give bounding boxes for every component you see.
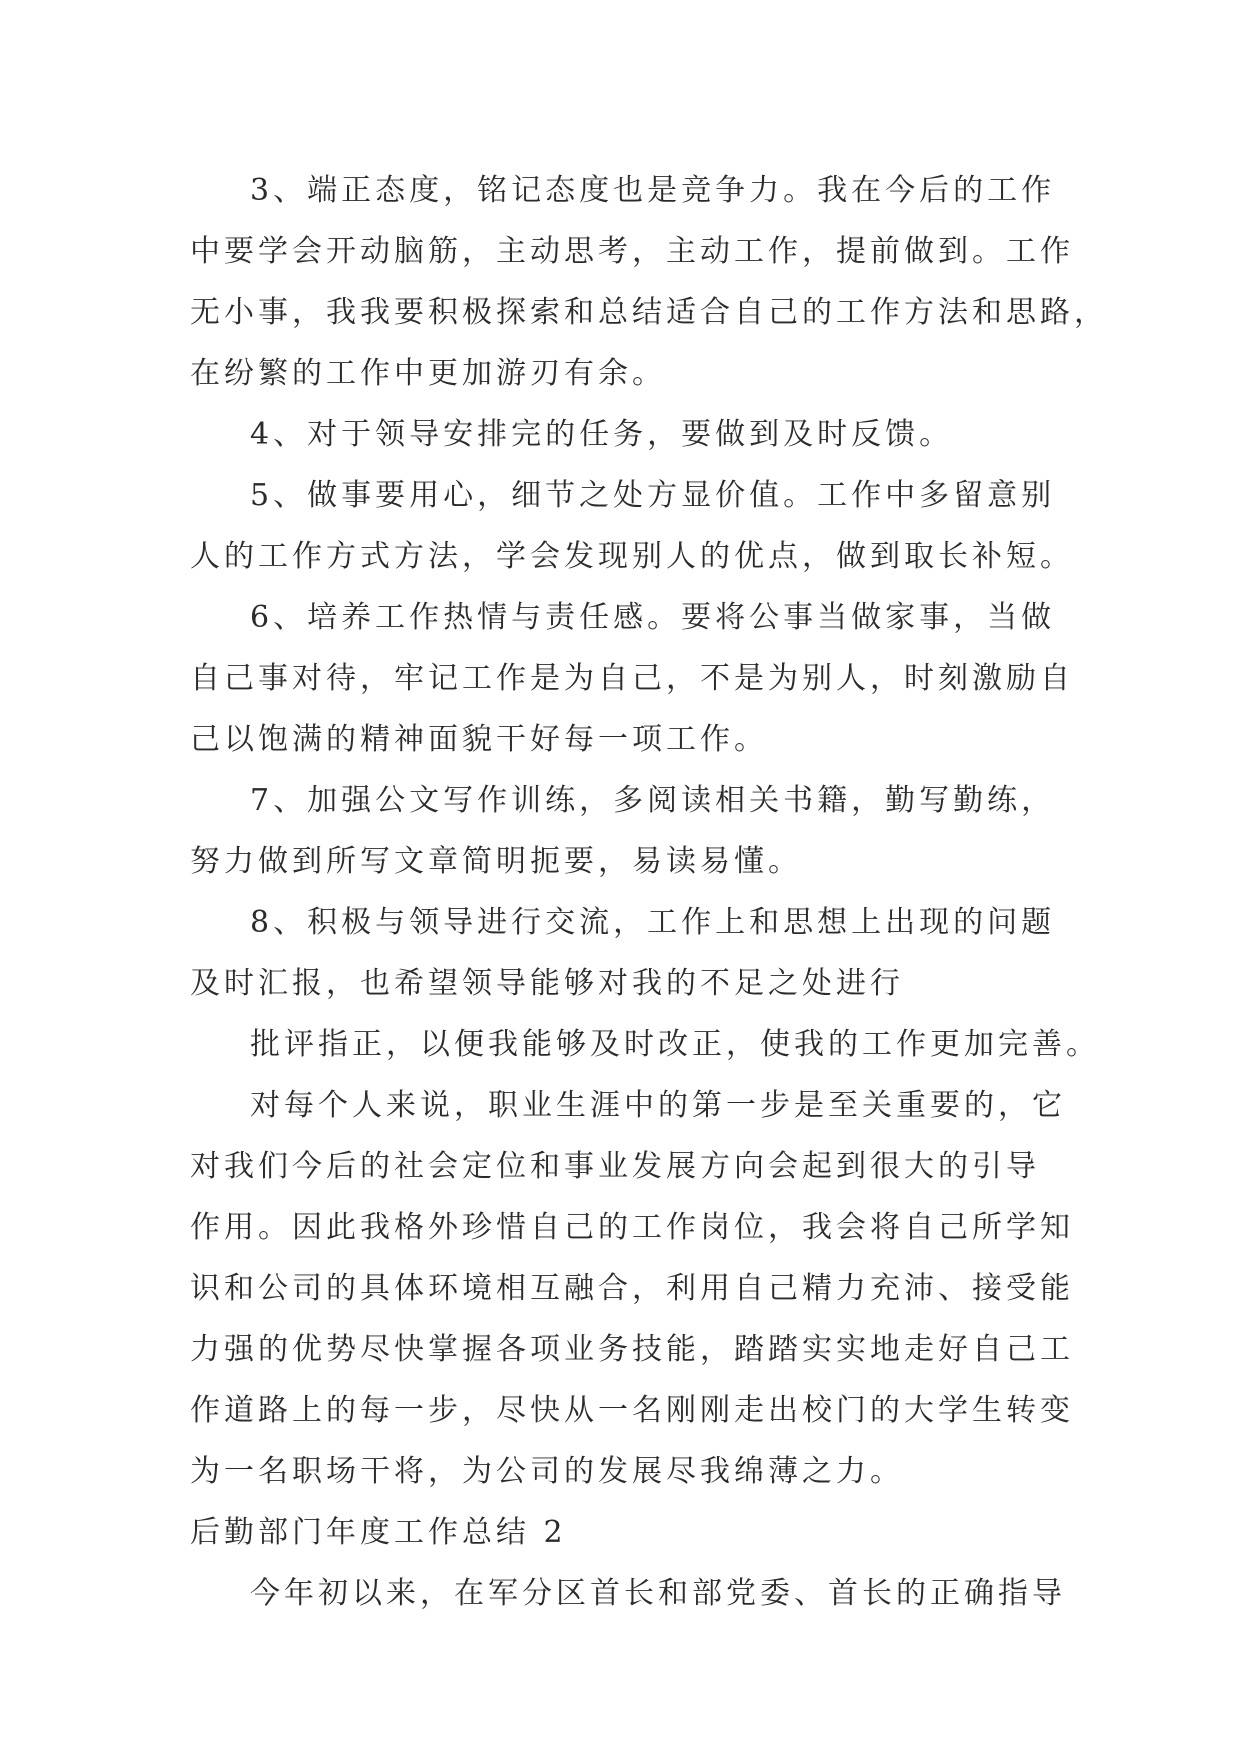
text-line: 7、加强公文写作训练，多阅读相关书籍，勤写勤练， [250,783,1056,818]
section-heading: 后勤部门年度工作总结 2 [190,1515,567,1550]
text-line: 3、端正态度，铭记态度也是竞争力。我在今后的工作 [250,173,1056,208]
text-line: 人的工作方式方法，学会发现别人的优点，做到取长补短。 [190,539,1074,574]
text-line: 力强的优势尽快掌握各项业务技能，踏踏实实地走好自己工 [190,1332,1074,1367]
text-line: 8、积极与领导进行交流，工作上和思想上出现的问题 [250,905,1056,940]
text-line: 为一名职场干将，为公司的发展尽我绵薄之力。 [190,1454,904,1489]
text-line: 努力做到所写文章简明扼要，易读易懂。 [190,844,802,879]
document-body [190,160,1108,1624]
text-line: 无小事，我我要积极探索和总结适合自己的工作方法和思路， [190,295,1108,330]
text-line: 对我们今后的社会定位和事业发展方向会起到很大的引导 [190,1149,1040,1184]
text-line: 识和公司的具体环境相互融合，利用自己精力充沛、接受能 [190,1271,1074,1306]
text-line: 5、做事要用心，细节之处方显价值。工作中多留意别 [250,478,1056,513]
text-line: 及时汇报，也希望领导能够对我的不足之处进行 [190,966,904,1001]
text-line: 对每个人来说，职业生涯中的第一步是至关重要的，它 [250,1088,1066,1123]
text-line: 6、培养工作热情与责任感。要将公事当做家事，当做 [250,600,1056,635]
text-line: 己以饱满的精神面貌干好每一项工作。 [190,722,768,757]
text-line: 4、对于领导安排完的任务，要做到及时反馈。 [250,417,954,452]
text-line: 在纷繁的工作中更加游刃有余。 [190,356,666,391]
text-line: 今年初以来，在军分区首长和部党委、首长的正确指导 [250,1576,1066,1611]
text-line: 中要学会开动脑筋，主动思考，主动工作，提前做到。工作 [190,234,1074,269]
text-line: 批评指正，以便我能够及时改正，使我的工作更加完善。 [250,1027,1100,1062]
text-line: 作道路上的每一步，尽快从一名刚刚走出校门的大学生转变 [190,1393,1074,1428]
text-line: 作用。因此我格外珍惜自己的工作岗位，我会将自己所学知 [190,1210,1074,1245]
text-line: 自己事对待，牢记工作是为自己，不是为别人，时刻激励自 [190,661,1074,696]
